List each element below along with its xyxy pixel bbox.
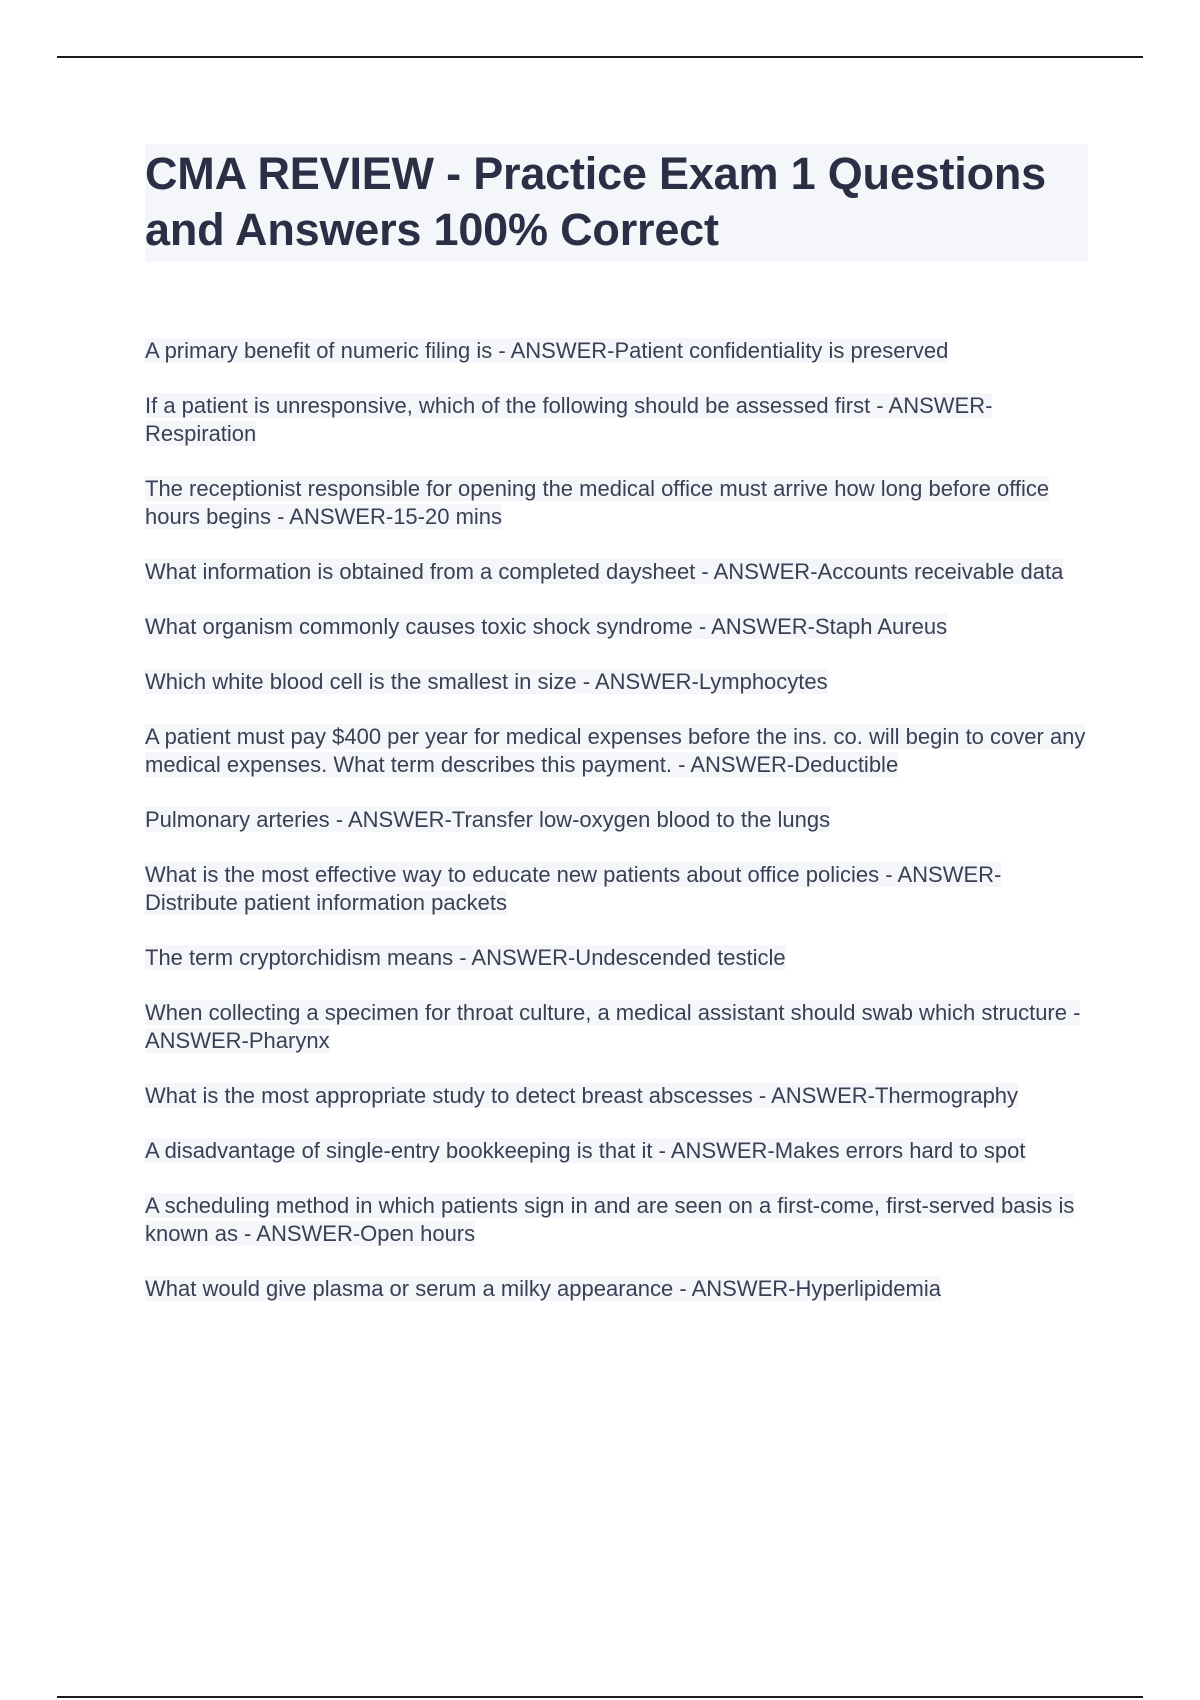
qa-item bbox=[145, 806, 1090, 834]
qa-text: A scheduling method in which patients sign in and are seen on a first-come, first-served basis is known as - ANSWER-Open hours bbox=[145, 1193, 1075, 1246]
qa-item bbox=[145, 1137, 1090, 1165]
qa-text: What information is obtained from a completed daysheet - ANSWER-Accounts receivable data bbox=[145, 559, 1064, 584]
qa-item bbox=[145, 558, 1090, 586]
qa-text: What is the most appropriate study to detect breast abscesses - ANSWER-Thermography bbox=[145, 1083, 1019, 1108]
bottom-rule bbox=[57, 1696, 1143, 1698]
qa-item bbox=[145, 944, 1090, 972]
qa-item bbox=[145, 999, 1090, 1055]
qa-text: What is the most effective way to educate new patients about office policies - ANSWER-Distribute patient information packets bbox=[145, 862, 1002, 915]
qa-item bbox=[145, 1082, 1090, 1110]
qa-item bbox=[145, 1275, 1090, 1303]
qa-item bbox=[145, 861, 1090, 917]
qa-text: Which white blood cell is the smallest in size - ANSWER-Lymphocytes bbox=[145, 669, 828, 694]
qa-text: Pulmonary arteries - ANSWER-Transfer low-oxygen blood to the lungs bbox=[145, 807, 831, 832]
qa-text: A patient must pay $400 per year for medical expenses before the ins. co. will begin to cover any medical expenses. What term describes this payment. - ANSWER-Deductible bbox=[145, 724, 1086, 777]
qa-item bbox=[145, 337, 1090, 365]
qa-text: What would give plasma or serum a milky appearance - ANSWER-Hyperlipidemia bbox=[145, 1276, 941, 1301]
qa-text: If a patient is unresponsive, which of the following should be assessed first - ANSWER-Respiration bbox=[145, 393, 993, 446]
qa-text: The term cryptorchidism means - ANSWER-Undescended testicle bbox=[145, 945, 786, 970]
qa-text: What organism commonly causes toxic shock syndrome - ANSWER-Staph Aureus bbox=[145, 614, 948, 639]
qa-text: The receptionist responsible for opening the medical office must arrive how long before office hours begins - ANSWER-15-20 mins bbox=[145, 476, 1050, 529]
title-block bbox=[145, 144, 1088, 262]
page-title: CMA REVIEW - Practice Exam 1 Questions and Answers 100% Correct bbox=[145, 148, 1046, 255]
qa-item bbox=[145, 392, 1090, 448]
qa-item bbox=[145, 1192, 1090, 1248]
qa-item bbox=[145, 475, 1090, 531]
qa-item bbox=[145, 613, 1090, 641]
qa-item bbox=[145, 723, 1090, 779]
qa-text: When collecting a specimen for throat culture, a medical assistant should swab which structure - ANSWER-Pharynx bbox=[145, 1000, 1081, 1053]
qa-text: A primary benefit of numeric filing is - ANSWER-Patient confidentiality is preserved bbox=[145, 338, 949, 363]
qa-text: A disadvantage of single-entry bookkeeping is that it - ANSWER-Makes errors hard to spot bbox=[145, 1138, 1026, 1163]
qa-list bbox=[145, 337, 1090, 1330]
qa-item bbox=[145, 668, 1090, 696]
top-rule bbox=[57, 56, 1143, 58]
